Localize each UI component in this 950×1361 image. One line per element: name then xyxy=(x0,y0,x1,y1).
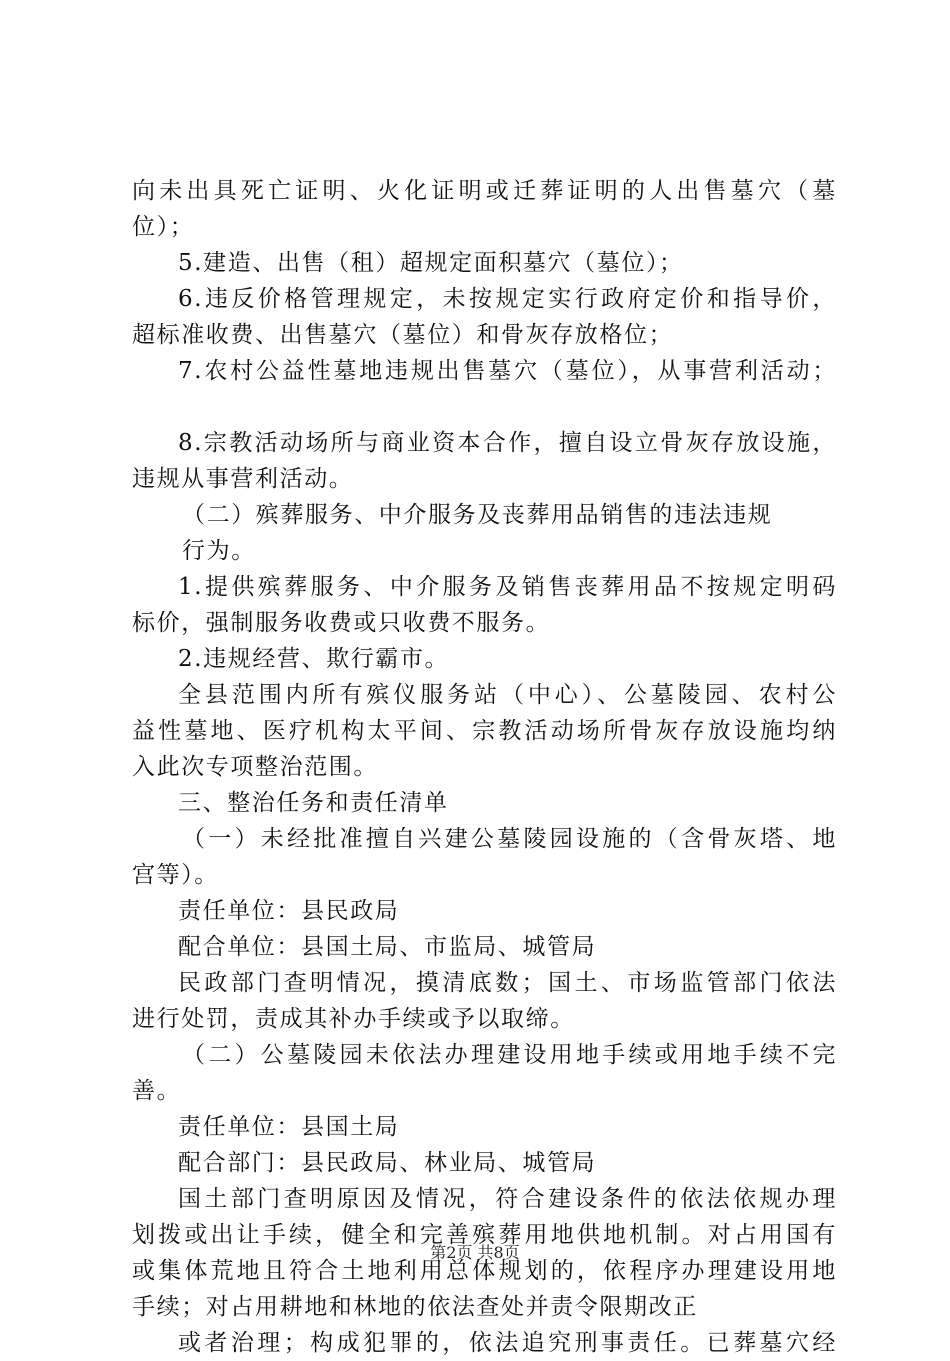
text-line: 标价，强制服务收费或只收费不服务。 xyxy=(132,610,551,636)
list-item-7: 7.农村公益性墓地违规出售墓穴（墓位），从事营利活动； xyxy=(178,358,837,384)
text-line: 善。 xyxy=(132,1078,182,1104)
responsible-unit: 责任单位：县国土局 xyxy=(178,1114,400,1140)
list-item-2: 2.违规经营、欺行霸市。 xyxy=(178,646,450,672)
cooperating-units: 配合部门：县民政局、林业局、城管局 xyxy=(178,1150,597,1176)
responsible-unit: 责任单位：县民政局 xyxy=(178,898,400,924)
text-line: 向未出具死亡证明、火化证明或迁葬证明的人出售墓穴（墓 xyxy=(132,178,837,204)
text-line: 超标准收费、出售墓穴（墓位）和骨灰存放格位； xyxy=(132,322,674,348)
paragraph-line: 国土部门查明原因及情况，符合建设条件的依法依规办理 xyxy=(178,1186,837,1212)
subsection-heading: （一）未经批准擅自兴建公墓陵园设施的（含骨灰塔、地 xyxy=(182,826,837,852)
cooperating-units: 配合单位：县国土局、市监局、城管局 xyxy=(178,934,597,960)
text-line: 进行处罚，责成其补办手续或予以取缔。 xyxy=(132,1006,575,1032)
text-line: 违规从事营利活动。 xyxy=(132,466,354,492)
list-item-6: 6.违反价格管理规定，未按规定实行政府定价和指导价， xyxy=(178,286,837,312)
list-item-5: 5.建造、出售（租）超规定面积墓穴（墓位）； xyxy=(178,250,684,276)
text-line: 划拨或出让手续，健全和完善殡葬用地供地机制。对占用国有 xyxy=(132,1222,837,1248)
text-line: 益性墓地、医疗机构太平间、宗教活动场所骨灰存放设施均纳 xyxy=(132,718,837,744)
text-line: 宫等）。 xyxy=(132,862,219,888)
paragraph-line: 民政部门查明情况，摸清底数；国土、市场监管部门依法 xyxy=(178,970,837,996)
text-line: 手续；对占用耕地和林地的依法查处并责令限期改正 xyxy=(132,1294,698,1320)
text-line: 行为。 xyxy=(182,538,256,564)
text-line: 或集体荒地且符合土地利用总体规划的，依程序办理建设用地 xyxy=(132,1258,837,1284)
document-body xyxy=(132,173,837,1361)
list-item-8: 8.宗教活动场所与商业资本合作，擅自设立骨灰存放设施， xyxy=(178,430,837,456)
paragraph-line: 或者治理；构成犯罪的，依法追究刑事责任。已葬墓穴经 xyxy=(178,1330,837,1356)
text-line: 入此次专项整治范围。 xyxy=(132,754,378,780)
list-item-1: 1.提供殡葬服务、中介服务及销售丧葬用品不按规定明码 xyxy=(178,574,837,600)
paragraph-line: 全县范围内所有殡仪服务站（中心）、公墓陵园、农村公 xyxy=(178,682,837,708)
section-heading: 三、整治任务和责任清单 xyxy=(178,790,449,816)
text-line: 位）； xyxy=(132,214,195,240)
subsection-heading: （二）公墓陵园未依法办理建设用地手续或用地手续不完 xyxy=(182,1042,837,1068)
page-number: 第2页 共8页 xyxy=(430,1243,520,1262)
blank-line xyxy=(132,389,837,425)
section-heading: （二）殡葬服务、中介服务及丧葬用品销售的违法违规 xyxy=(182,502,773,528)
